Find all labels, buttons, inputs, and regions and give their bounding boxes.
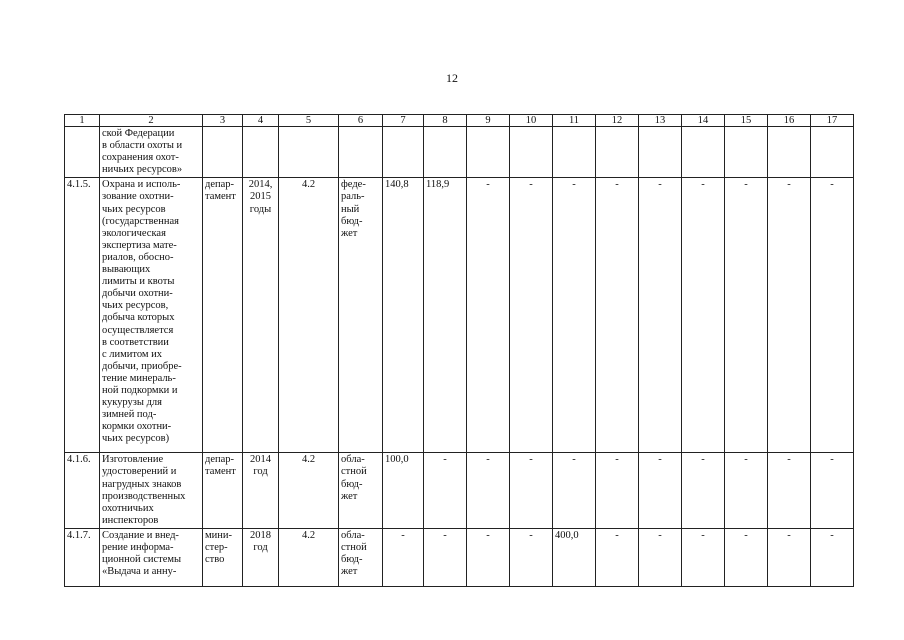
page-number: 12	[446, 71, 458, 85]
header-cell: 8	[424, 115, 467, 127]
header-cell: 12	[596, 115, 639, 127]
row-value-cell: -	[811, 453, 854, 529]
row-name-cell: Охрана и исполь- зование охотни- чьих ресурсов (государственная экологическая экспертиза мате- риалов, обосно- вывающих лимиты и квоты добычи охотни- чьих ресурсов, добыча которых осуществляется в соответствии с лимитом их добычи, приобре- тение минераль- ной подкормки и кукурузы для зимней под- кормки охотни- чьих ресурсов)	[100, 178, 203, 453]
row-value-cell: -	[553, 178, 596, 453]
header-cell: 17	[811, 115, 854, 127]
row-name-cell: Изготовление удостоверений и нагрудных знаков производственных охотничьих инспекторов	[100, 453, 203, 529]
row-id-cell: 4.1.6.	[65, 453, 100, 529]
header-cell: 15	[725, 115, 768, 127]
row-name-cell: Создание и внед- рение информа- ционной системы «Выдача и анну-	[100, 528, 203, 586]
header-cell: 2	[100, 115, 203, 127]
row-source-cell: обла- стной бюд- жет	[339, 528, 383, 586]
row-value-cell: -	[596, 528, 639, 586]
table-row	[65, 528, 854, 586]
row-value-cell: -	[682, 178, 725, 453]
row-value-cell: -	[725, 178, 768, 453]
header-cell: 10	[510, 115, 553, 127]
header-cell: 3	[203, 115, 243, 127]
row-value-cell: -	[768, 178, 811, 453]
row-value-cell: -	[639, 528, 682, 586]
row-value-cell: -	[639, 453, 682, 529]
row-value-cell: -	[596, 453, 639, 529]
row-value-cell: -	[424, 453, 467, 529]
row-value-cell: -	[383, 528, 424, 586]
row-value-cell	[553, 127, 596, 178]
header-cell: 1	[65, 115, 100, 127]
row-goal-cell: 4.2	[279, 178, 339, 453]
row-goal-cell	[279, 127, 339, 178]
row-value-cell	[383, 127, 424, 178]
row-value-cell: -	[467, 178, 510, 453]
row-value-cell: -	[725, 528, 768, 586]
row-goal-cell: 4.2	[279, 528, 339, 586]
header-cell: 13	[639, 115, 682, 127]
row-period-cell	[243, 127, 279, 178]
row-value-cell: -	[768, 528, 811, 586]
row-name-cell: ской Федерации в области охоты и сохранения охот- ничьих ресурсов»	[100, 127, 203, 178]
row-executor-cell: мини- стер- ство	[203, 528, 243, 586]
table-row	[65, 453, 854, 529]
row-value-cell: -	[639, 178, 682, 453]
row-period-cell: 2018 год	[243, 528, 279, 586]
row-value-cell	[467, 127, 510, 178]
row-value-cell	[424, 127, 467, 178]
row-period-cell: 2014 год	[243, 453, 279, 529]
row-value-cell: -	[725, 453, 768, 529]
row-value-cell	[725, 127, 768, 178]
row-value-cell: -	[510, 453, 553, 529]
header-row	[65, 115, 854, 127]
row-id-cell: 4.1.5.	[65, 178, 100, 453]
row-executor-cell: депар- тамент	[203, 178, 243, 453]
row-id-cell: 4.1.7.	[65, 528, 100, 586]
row-goal-cell: 4.2	[279, 453, 339, 529]
row-value-cell	[596, 127, 639, 178]
row-value-cell	[811, 127, 854, 178]
row-value-cell: 100,0	[383, 453, 424, 529]
budget-table	[64, 114, 854, 587]
table-row	[65, 178, 854, 453]
header-cell: 5	[279, 115, 339, 127]
row-source-cell: обла- стной бюд- жет	[339, 453, 383, 529]
header-cell: 9	[467, 115, 510, 127]
row-value-cell: -	[768, 453, 811, 529]
row-value-cell: -	[467, 453, 510, 529]
row-value-cell: -	[682, 528, 725, 586]
header-cell: 7	[383, 115, 424, 127]
row-value-cell: -	[811, 178, 854, 453]
row-value-cell: -	[553, 453, 596, 529]
row-source-cell	[339, 127, 383, 178]
row-value-cell	[682, 127, 725, 178]
header-cell: 6	[339, 115, 383, 127]
row-id-cell	[65, 127, 100, 178]
header-cell: 11	[553, 115, 596, 127]
row-value-cell	[768, 127, 811, 178]
row-source-cell: феде- раль- ный бюд- жет	[339, 178, 383, 453]
row-value-cell: -	[682, 453, 725, 529]
header-cell: 16	[768, 115, 811, 127]
row-period-cell: 2014, 2015 годы	[243, 178, 279, 453]
row-value-cell: -	[510, 528, 553, 586]
row-value-cell: 140,8	[383, 178, 424, 453]
row-value-cell: -	[467, 528, 510, 586]
row-value-cell: 400,0	[553, 528, 596, 586]
row-executor-cell: депар- тамент	[203, 453, 243, 529]
row-value-cell: -	[596, 178, 639, 453]
row-value-cell	[510, 127, 553, 178]
row-executor-cell	[203, 127, 243, 178]
table-row	[65, 127, 854, 178]
row-value-cell: -	[811, 528, 854, 586]
row-value-cell: -	[424, 528, 467, 586]
header-cell: 4	[243, 115, 279, 127]
row-value-cell	[639, 127, 682, 178]
row-value-cell: -	[510, 178, 553, 453]
header-cell: 14	[682, 115, 725, 127]
row-value-cell: 118,9	[424, 178, 467, 453]
